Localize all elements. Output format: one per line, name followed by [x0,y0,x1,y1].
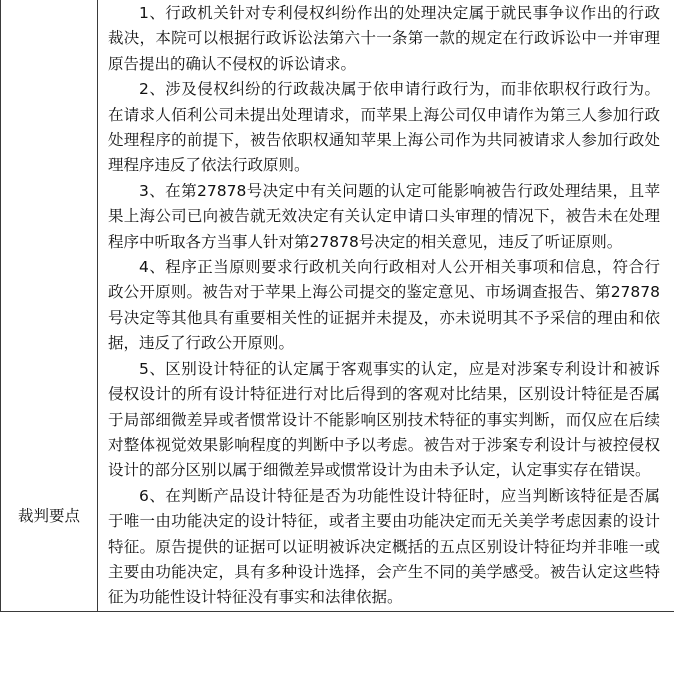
paragraph-5: 5、区别设计特征的认定属于客观事实的认定，应是对涉案专利设计和被诉侵权设计的所有设计特征进行对比后得到的客观对比结果，区别设计特征是否属于局部细微差异或者惯常设计不能影响区别技术特征的事实判断，而仅应在后续对整体视觉效果影响程度的判断中予以考虑。被告对于涉案专利设计与被控侵权设计的部分区别以属于细微差异或惯常设计为由未予认定，认定事实存在错误。 [108,359,660,480]
paragraph-list [98,0,674,611]
label-cell [1,0,98,611]
paragraph-2: 2、涉及侵权纠纷的行政裁决属于依申请行政行为，而非依职权行政行为。在请求人佰利公司未提出处理请求，而苹果上海公司仅申请作为第三人参加行政处理程序的前提下，被告依职权通知苹果上海公司作为共同被请求人参加行政处理程序违反了依法行政原则。 [108,80,660,175]
paragraph-6: 6、在判断产品设计特征是否为功能性设计特征时，应当判断该特征是否属于唯一由功能决定的设计特征，或者主要由功能决定而无关美学考虑因素的设计特征。原告提供的证据可以证明被诉决定概括的五点区别设计特征均并非唯一或主要由功能决定，具有多种设计选择，会产生不同的美学感受。被告认定这些特征为功能性设计特征没有事实和法律依据。 [108,486,660,607]
paragraph-3: 3、在第27878号决定中有关问题的认定可能影响被告行政处理结果，且苹果上海公司已向被告就无效决定有关认定申请口头审理的情况下，被告未在处理程序中听取各方当事人针对第27878号决定的相关意见，违反了听证原则。 [108,181,660,251]
content-cell [98,0,674,611]
paragraph-1: 1、行政机关针对专利侵权纠纷作出的处理决定属于就民事争议作出的行政裁决，本院可以根据行政诉讼法第六十一条第一款的规定在行政诉讼中一并审理原告提出的确认不侵权的诉讼请求。 [108,4,660,73]
table-row [1,0,674,611]
row-label: 裁判要点 [17,506,80,525]
paragraph-4: 4、程序正当原则要求行政机关向行政相对人公开相关事项和信息，符合行政公开原则。被告对于苹果上海公司提交的鉴定意见、市场调查报告、第27878号决定等其他具有重要相关性的证据并未提及，亦未说明其不予采信的理由和依据，违反了行政公开原则。 [108,258,660,353]
